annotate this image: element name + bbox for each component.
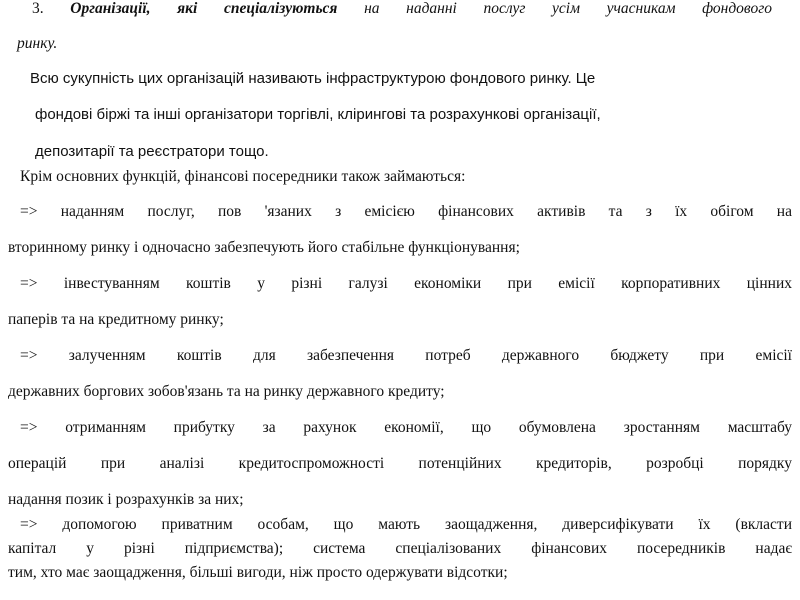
list-item-5-line-3: тим, хто має заощадження, більші вигоди, ніж просто одержувати відсотки; (8, 564, 508, 581)
intro-line-1: Всю сукупність цих організацій називають інфраструктурою фондового ринку. Це (30, 70, 596, 87)
list-item-3-line-2: державних боргових зобов'язань та на ринку державного кредиту; (8, 383, 445, 400)
heading-number: 3. (32, 0, 44, 17)
list-item-5-line-2: капітал у різні підприємства); система спеціалізованих фінансових посередників надає (8, 540, 792, 557)
list-item-2-line-1: => інвестуванням коштів у різні галузі економіки при емісії корпоративних цінних (20, 275, 792, 292)
list-item-4-line-3: надання позик і розрахунків за них; (8, 491, 244, 508)
heading-line-1 (32, 0, 772, 18)
heading-text: на наданні послуг усім учасникам фондового (364, 0, 773, 17)
intro-line-2: фондові біржі та інші організатори торгівлі, клірингові та розрахункові організації, (35, 106, 601, 123)
list-item-5-line-1: => допомогою приватним особам, що мають заощадження, диверсифікувати їх (вкласти (20, 516, 792, 533)
list-item-4-line-2: операцій при аналізі кредитоспроможності потенційних кредиторів, розробці порядку (8, 455, 792, 472)
heading-title: Організації, які спеціалізуються (70, 0, 338, 17)
list-item-4-line-1: => отриманням прибутку за рахунок економії, що обумовлена зростанням масштабу (20, 419, 792, 436)
lead-sentence: Крім основних функцій, фінансові посередники також займаються: (20, 168, 466, 185)
intro-line-3: депозитарії та реєстратори тощо. (35, 143, 269, 160)
list-item-1-line-2: вторинному ринку і одночасно забезпечують його стабільне функціонування; (8, 239, 520, 256)
list-item-3-line-1: => залученням коштів для забезпечення потреб державного бюджету при емісії (20, 347, 792, 364)
list-item-2-line-2: паперів та на кредитному ринку; (8, 311, 224, 328)
list-item-1-line-1: => наданням послуг, пов 'язаних з емісією фінансових активів та з їх обігом на (20, 203, 792, 220)
heading-line-2: ринку. (17, 35, 58, 52)
